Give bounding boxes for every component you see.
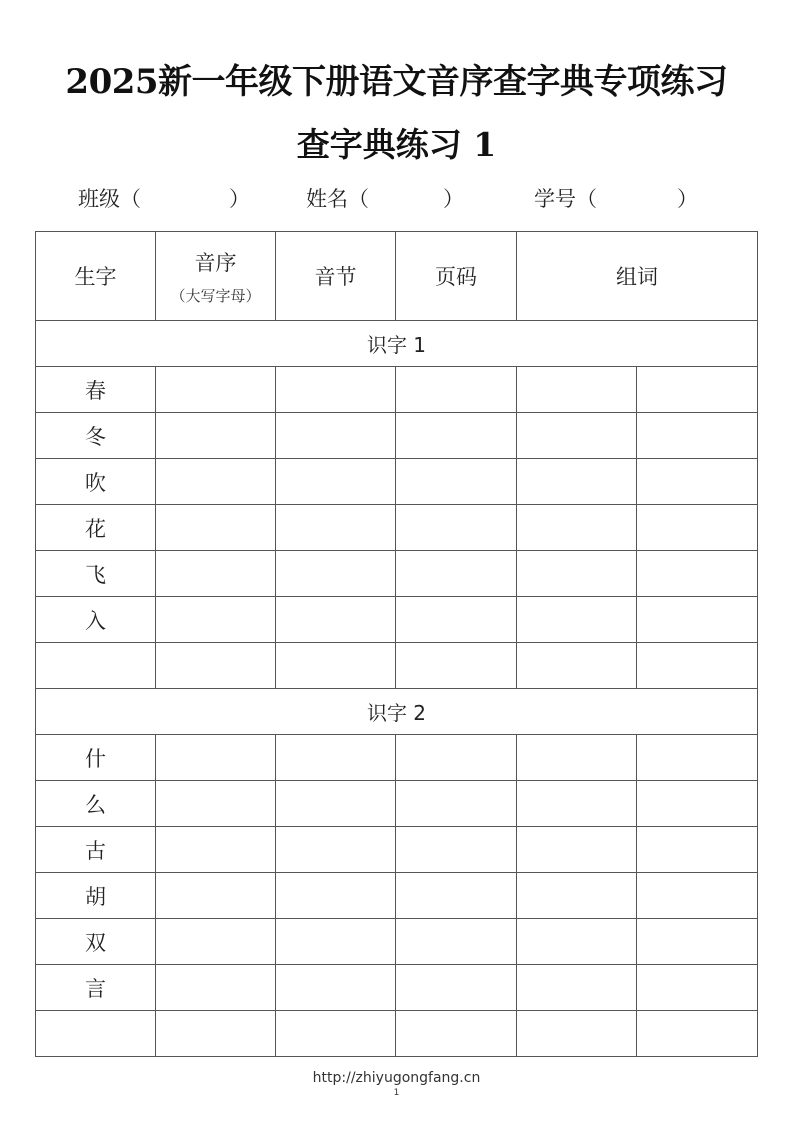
order-cell[interactable] (156, 505, 276, 551)
header-char: 生字 (36, 232, 156, 321)
word-cell-2[interactable] (637, 827, 758, 873)
table-row (36, 367, 758, 413)
word-cell-1[interactable] (517, 597, 637, 643)
word-cell-1[interactable] (517, 873, 637, 919)
order-cell[interactable] (156, 965, 276, 1011)
student-id-paren-open: （ (576, 187, 597, 211)
class-field (78, 184, 250, 214)
section-title: 识字 1 (36, 321, 758, 367)
order-cell[interactable] (156, 735, 276, 781)
char-cell: 吹 (36, 459, 156, 505)
page-cell[interactable] (396, 413, 517, 459)
table-header-row (36, 232, 758, 321)
class-paren-close: ） (229, 187, 250, 211)
syllable-cell[interactable] (276, 597, 396, 643)
student-id-label: 学号 (534, 187, 576, 211)
word-cell-2[interactable] (637, 597, 758, 643)
word-cell-1[interactable] (517, 643, 637, 689)
header-syllable: 音节 (276, 232, 396, 321)
word-cell-2[interactable] (637, 1011, 758, 1057)
table-row (36, 505, 758, 551)
word-cell-2[interactable] (637, 781, 758, 827)
table-row (36, 551, 758, 597)
order-cell[interactable] (156, 873, 276, 919)
class-paren-open: （ (120, 187, 141, 211)
syllable-cell[interactable] (276, 459, 396, 505)
syllable-cell[interactable] (276, 413, 396, 459)
table-row (36, 735, 758, 781)
char-cell: 胡 (36, 873, 156, 919)
name-paren-open: （ (348, 187, 369, 211)
word-cell-2[interactable] (637, 965, 758, 1011)
word-cell-1[interactable] (517, 459, 637, 505)
header-words: 组词 (517, 232, 758, 321)
word-cell-2[interactable] (637, 643, 758, 689)
order-cell[interactable] (156, 643, 276, 689)
page-cell[interactable] (396, 1011, 517, 1057)
page-cell[interactable] (396, 459, 517, 505)
word-cell-2[interactable] (637, 735, 758, 781)
table-row (36, 919, 758, 965)
char-cell: 么 (36, 781, 156, 827)
page-subtitle: 查字典练习 1 (296, 125, 497, 164)
word-cell-1[interactable] (517, 827, 637, 873)
table-row (36, 1011, 758, 1057)
syllable-cell[interactable] (276, 827, 396, 873)
page-cell[interactable] (396, 367, 517, 413)
syllable-cell[interactable] (276, 919, 396, 965)
order-cell[interactable] (156, 827, 276, 873)
page-cell[interactable] (396, 873, 517, 919)
syllable-cell[interactable] (276, 965, 396, 1011)
table-row (36, 873, 758, 919)
char-cell: 古 (36, 827, 156, 873)
section-row (36, 689, 758, 735)
name-field (306, 184, 464, 214)
table-row (36, 965, 758, 1011)
footer-url[interactable]: http://zhiyugongfang.cn (312, 1070, 481, 1086)
table-row (36, 643, 758, 689)
order-cell[interactable] (156, 781, 276, 827)
order-cell[interactable] (156, 1011, 276, 1057)
char-cell: 冬 (36, 413, 156, 459)
name-paren-close: ） (443, 187, 464, 211)
header-order-label: 音序 (194, 250, 237, 275)
word-cell-1[interactable] (517, 781, 637, 827)
word-cell-2[interactable] (637, 873, 758, 919)
table-body (36, 321, 758, 1057)
syllable-cell[interactable] (276, 367, 396, 413)
word-cell-2[interactable] (637, 919, 758, 965)
word-cell-1[interactable] (517, 413, 637, 459)
section-row (36, 321, 758, 367)
word-cell-2[interactable] (637, 551, 758, 597)
char-cell (36, 643, 156, 689)
student-id-paren-close: ） (677, 187, 698, 211)
char-cell: 春 (36, 367, 156, 413)
page-cell[interactable] (396, 597, 517, 643)
page-title: 2025新一年级下册语文音序查字典专项练习 (65, 62, 728, 102)
word-cell-1[interactable] (517, 1011, 637, 1057)
header-order (156, 232, 276, 321)
char-cell: 花 (36, 505, 156, 551)
order-cell[interactable] (156, 597, 276, 643)
page-cell[interactable] (396, 781, 517, 827)
word-cell-1[interactable] (517, 965, 637, 1011)
word-cell-1[interactable] (517, 551, 637, 597)
page-cell[interactable] (396, 551, 517, 597)
student-id-field (534, 184, 698, 214)
order-cell[interactable] (156, 459, 276, 505)
char-cell: 双 (36, 919, 156, 965)
char-cell: 言 (36, 965, 156, 1011)
word-cell-1[interactable] (517, 505, 637, 551)
table-row (36, 413, 758, 459)
header-order-note: （大写字母） (170, 286, 261, 305)
order-cell[interactable] (156, 367, 276, 413)
table-row (36, 597, 758, 643)
syllable-cell[interactable] (276, 735, 396, 781)
table-row (36, 459, 758, 505)
page-cell[interactable] (396, 965, 517, 1011)
dictionary-practice-table (35, 231, 758, 1057)
char-cell: 入 (36, 597, 156, 643)
header-page: 页码 (396, 232, 517, 321)
char-cell: 什 (36, 735, 156, 781)
order-cell[interactable] (156, 919, 276, 965)
section-title: 识字 2 (36, 689, 758, 735)
table-row (36, 781, 758, 827)
syllable-cell[interactable] (276, 781, 396, 827)
word-cell-2[interactable] (637, 367, 758, 413)
class-label: 班级 (78, 187, 120, 211)
page-number: 1 (393, 1088, 400, 1098)
word-cell-1[interactable] (517, 735, 637, 781)
char-cell (36, 1011, 156, 1057)
word-cell-2[interactable] (637, 459, 758, 505)
char-cell: 飞 (36, 551, 156, 597)
order-cell[interactable] (156, 551, 276, 597)
word-cell-2[interactable] (637, 505, 758, 551)
word-cell-1[interactable] (517, 919, 637, 965)
word-cell-2[interactable] (637, 413, 758, 459)
page-cell[interactable] (396, 919, 517, 965)
syllable-cell[interactable] (276, 643, 396, 689)
syllable-cell[interactable] (276, 551, 396, 597)
table-row (36, 827, 758, 873)
name-label: 姓名 (306, 187, 348, 211)
syllable-cell[interactable] (276, 505, 396, 551)
page-cell[interactable] (396, 643, 517, 689)
syllable-cell[interactable] (276, 1011, 396, 1057)
page-cell[interactable] (396, 735, 517, 781)
syllable-cell[interactable] (276, 873, 396, 919)
page-cell[interactable] (396, 505, 517, 551)
word-cell-1[interactable] (517, 367, 637, 413)
page-cell[interactable] (396, 827, 517, 873)
order-cell[interactable] (156, 413, 276, 459)
